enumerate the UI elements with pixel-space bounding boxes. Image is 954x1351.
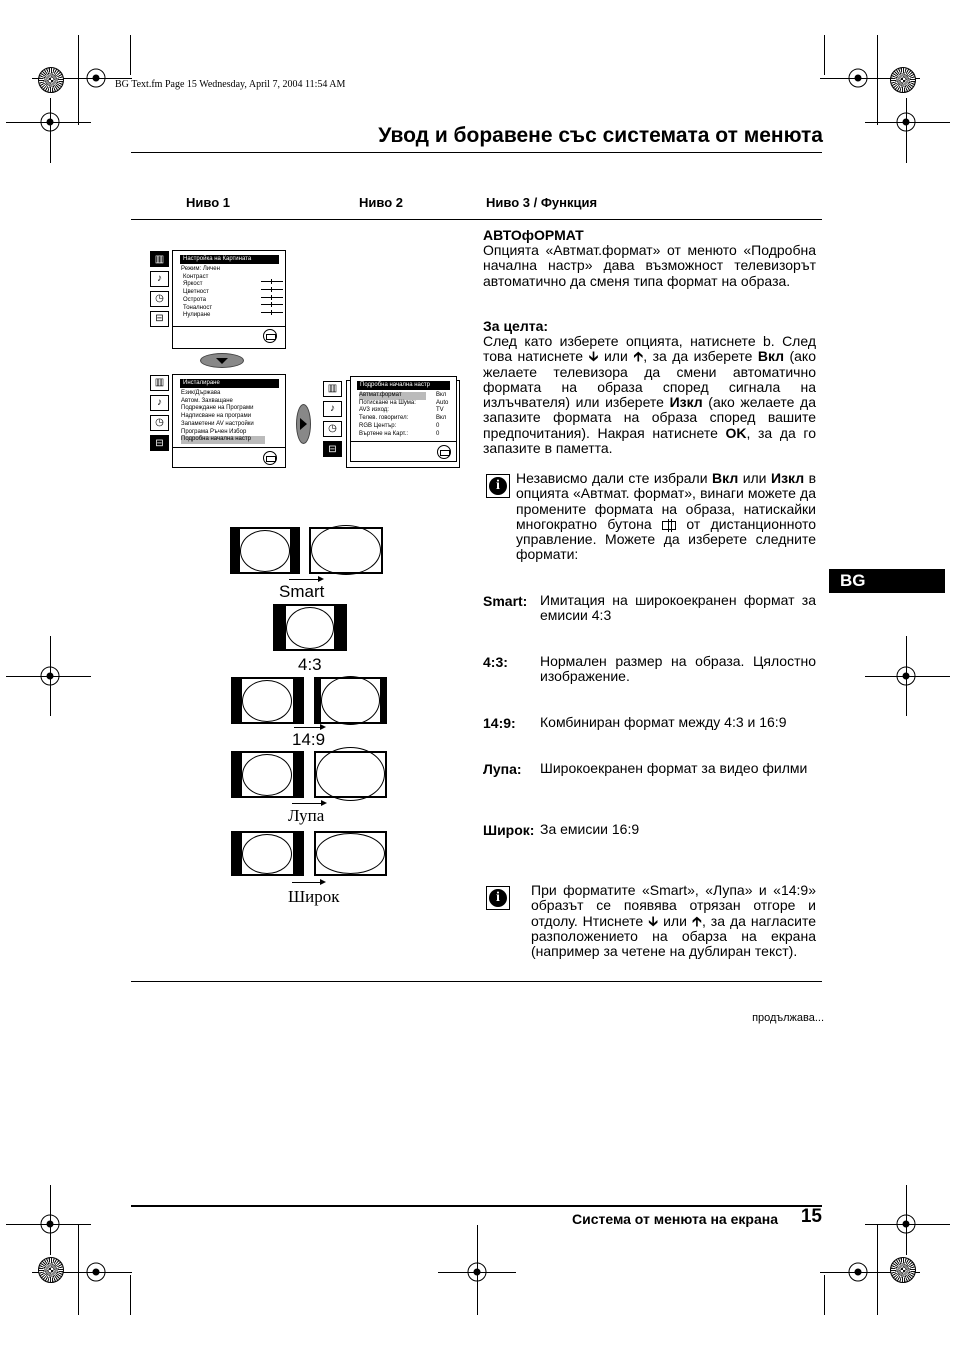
def-term-wide: Широк: xyxy=(483,822,535,838)
section-heading: АВТОфОРМАТ xyxy=(483,227,584,243)
wide-source-frame xyxy=(231,831,304,876)
language-tab: BG xyxy=(829,569,945,593)
menu2-row[interactable]: Надписване на програми xyxy=(181,413,252,420)
advanced-setup-menu xyxy=(350,376,457,462)
footer-section-label: Система от менюта на екрана xyxy=(571,1211,778,1227)
menu2-row[interactable]: Програма Ръчен Избор xyxy=(181,428,247,435)
menu3-row[interactable]: Телев. говорител: Вкл xyxy=(359,415,447,422)
ok-icon xyxy=(437,445,451,459)
format-button-icon xyxy=(662,521,676,530)
right-arrow-icon xyxy=(298,416,309,432)
format-label-smart: Smart xyxy=(279,582,325,601)
def-term-43: 4:3: xyxy=(483,654,508,670)
column-level3: Ниво 3 / Функция xyxy=(486,195,598,210)
setup-icon: ⊟ xyxy=(150,435,169,451)
picture-icon: ▥ xyxy=(323,381,342,397)
menu1-row[interactable]: Острота xyxy=(183,296,206,303)
zoom-result-frame xyxy=(314,751,387,798)
format-149-arrow-icon xyxy=(294,727,324,728)
def-desc-43: Нормален размер на образа. Цялостно изображение. xyxy=(540,653,816,685)
menu2-row[interactable]: Автом. Захващане xyxy=(181,397,233,404)
clock-icon: ◷ xyxy=(323,421,342,437)
clock-icon: ◷ xyxy=(150,415,169,431)
menu3-row[interactable]: Въртене на Карт.: 0 xyxy=(359,430,440,437)
clock-icon: ◷ xyxy=(150,291,169,307)
menu2-icons xyxy=(150,375,170,455)
menu3-row-selected[interactable]: Автмат.формат Вкл xyxy=(359,392,447,398)
slider-icon xyxy=(261,289,283,290)
menu1-row[interactable]: Режим: Личен xyxy=(181,266,220,272)
page-number: 15 xyxy=(800,1206,822,1227)
info-icon: i xyxy=(486,474,510,498)
menu1-icons xyxy=(150,251,170,331)
menu2-row[interactable]: Запаметени AV настройки xyxy=(181,420,254,427)
note-format-change: Независмо дали сте избрали Вкл или Изкл в опцията «Автмат. формат», винаги можете да промените формата на образа, натискайки многократно бутона от дистанционното управление. Можете да изберете следните формати: xyxy=(516,470,817,563)
def-term-smart: Smart: xyxy=(483,593,528,609)
menu1-row[interactable]: Контраст xyxy=(183,273,209,280)
menu3-row[interactable]: AV3 изход: TV xyxy=(359,407,444,414)
slider-icon xyxy=(261,312,283,313)
def-desc-zoom: Широкоекранен формат за видео филми xyxy=(540,760,808,776)
menu2-row-selected[interactable]: Подробна начална настр xyxy=(181,436,265,444)
up-arrow-icon: 🡱 xyxy=(633,348,644,365)
down-arrow-icon xyxy=(212,355,232,366)
smart-source-frame xyxy=(230,527,300,574)
menu2-row[interactable]: Подреждане на Програми xyxy=(181,405,254,412)
format-43-frame xyxy=(273,604,347,651)
note-cropped: При форматите «Smart», «Лупа» и «14:9» образът се появява отрязан отгоре и отдолу. Нтиснете 🡳 или 🡱, за да нагласите разположението на обарза на екрана (например за четене на дублиран текст). xyxy=(531,882,817,960)
def-desc-wide: За емисии 16:9 xyxy=(540,821,640,837)
format-149-result-frame xyxy=(314,677,387,724)
file-header: BG Text.fm Page 15 Wednesday, April 7, 2004 11:54 AM xyxy=(115,79,346,90)
installation-menu xyxy=(172,374,286,468)
menu3-row[interactable]: Потискане на Шума: Auto xyxy=(359,399,449,406)
section-intro: Опцията «Автмат.формат» от менюто «Подробна начална настр» дава възможност телевизорът автоматично да сменя типа формат на образа. xyxy=(483,242,816,289)
column-level1: Ниво 1 xyxy=(186,195,230,210)
format-label-43: 4:3 xyxy=(298,655,322,674)
menu3-title: Подробна начална настр xyxy=(357,381,450,390)
up-arrow-icon: 🡱 xyxy=(691,912,702,929)
slider-icon xyxy=(261,281,283,282)
def-desc-smart: Имитация на широкоекранен формат за емисии 4:3 xyxy=(540,592,816,624)
ok-icon xyxy=(263,451,277,465)
setup-icon: ⊟ xyxy=(323,441,342,457)
header-rule xyxy=(131,219,822,220)
format-label-149: 14:9 xyxy=(292,730,326,749)
menu2-row[interactable]: Език/Държава xyxy=(181,390,221,396)
content-bottom-rule xyxy=(131,981,822,982)
info-icon: i xyxy=(486,886,510,910)
menu2-title: Инсталиране xyxy=(180,379,279,388)
menu3-icons xyxy=(323,381,343,461)
wide-result-frame xyxy=(314,831,387,876)
def-term-zoom: Лупа: xyxy=(483,761,522,777)
def-desc-149: Комбиниран формат между 4:3 и 16:9 xyxy=(540,714,787,730)
format-label-wide: Широк xyxy=(288,887,340,906)
page-title: Увод и боравене със системата от менюта xyxy=(378,124,823,147)
wide-arrow-icon xyxy=(292,882,324,883)
menu1-row[interactable]: Нулиране xyxy=(183,312,211,319)
slider-icon xyxy=(261,297,283,298)
menu1-row[interactable]: Яркост xyxy=(183,281,203,288)
smart-arrow-icon xyxy=(289,579,322,580)
zoom-source-frame xyxy=(231,751,304,798)
menu1-row[interactable]: Цветност xyxy=(183,289,209,296)
slider-icon xyxy=(261,304,283,305)
zoom-arrow-icon xyxy=(292,803,325,804)
sound-icon: ♪ xyxy=(323,401,342,417)
picture-icon: ▥ xyxy=(150,375,169,391)
format-label-zoom: Лупа xyxy=(288,806,325,825)
goal-text: След като изберете опцията, натиснете b. След това натиснете 🡳 или 🡱, за да изберете Вкл (ако желаете телевизора да смени автоматично формата на образа според сигнала на излъчвателя) или изберете Изкл (ако желаете да запазите формата на образа според вашите предпочитания). Накрая натиснете OK, за да го запазите в паметта. xyxy=(483,333,816,457)
picture-icon: ▥ xyxy=(150,251,169,267)
ok-icon xyxy=(263,329,277,343)
setup-icon: ⊟ xyxy=(150,311,169,327)
menu1-row[interactable]: Тоналност xyxy=(183,304,213,311)
title-rule xyxy=(131,152,822,153)
menu1-title: Настройка на Картината xyxy=(180,255,279,264)
menu3-row[interactable]: RGB Център: 0 xyxy=(359,422,440,429)
picture-settings-menu xyxy=(172,250,286,349)
down-arrow-icon: 🡳 xyxy=(648,912,659,929)
down-arrow-icon: 🡳 xyxy=(588,348,599,365)
column-level2: Ниво 2 xyxy=(359,195,403,210)
footer-rule xyxy=(131,1205,822,1207)
continued-note: продължава... xyxy=(752,1012,824,1024)
format-149-source-frame xyxy=(231,677,304,724)
def-term-149: 14:9: xyxy=(483,715,516,731)
goal-label: За целта: xyxy=(483,318,549,334)
smart-result-frame xyxy=(309,527,383,574)
sound-icon: ♪ xyxy=(150,271,169,287)
sound-icon: ♪ xyxy=(150,395,169,411)
